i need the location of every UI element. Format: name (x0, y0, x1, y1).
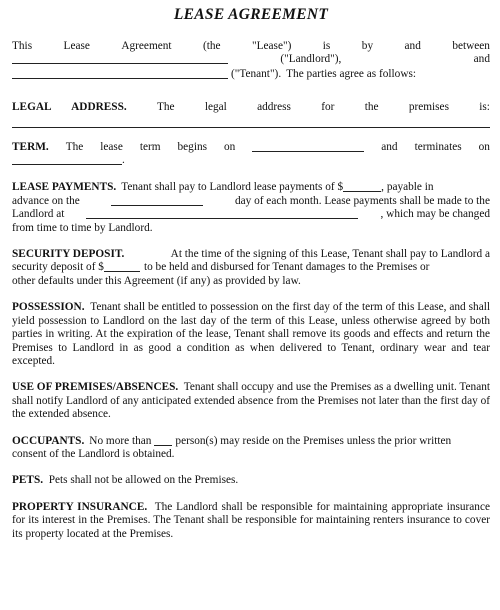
occupants-heading: OCCUPANTS. (12, 434, 85, 447)
intro-word: (the (202, 40, 221, 52)
legal-word: legal (204, 101, 227, 114)
tenant-tag: ("Tenant"). (231, 67, 282, 80)
legal-word: for (321, 101, 335, 114)
pets-paragraph (12, 474, 490, 487)
deposit-line-1 (12, 248, 490, 261)
payments-line-3 (12, 208, 490, 221)
payments-line-2 (12, 195, 490, 208)
payment-address-blank[interactable] (86, 208, 358, 219)
term-word: on (224, 140, 236, 153)
possession-heading: POSSESSION. (12, 301, 85, 314)
payments-line-1 (12, 181, 490, 194)
term-word: terminates (414, 140, 462, 153)
intro-word: by (361, 40, 374, 52)
lease-payments-section (12, 181, 490, 235)
intro-word: Agreement (121, 40, 172, 52)
use-of-premises-section (12, 381, 490, 421)
payments-text: advance on the (12, 194, 80, 207)
term-word: term (139, 140, 161, 153)
term-word: on (478, 140, 490, 153)
payments-text: , which may be changed (380, 208, 490, 221)
deposit-amount-blank[interactable] (104, 261, 140, 272)
pets-section (12, 474, 490, 487)
legal-word: is: (479, 101, 490, 114)
term-line-2 (12, 154, 490, 167)
landlord-name-blank[interactable] (12, 53, 228, 64)
possession-paragraph (12, 301, 490, 368)
term-start-blank[interactable] (252, 141, 364, 152)
legal-word: The (156, 101, 175, 114)
insurance-text: The Landlord shall be responsible for maintaining appropriate insurance for its interest in the Premises. The Tenant shall be responsible for maintaining renters insurance to cover its property located at the Premises. (12, 500, 490, 540)
intro-word: between (452, 40, 490, 52)
term-word: The (65, 140, 84, 153)
term-word: and (381, 140, 398, 153)
intro-word: and (404, 40, 421, 52)
intro-line-3 (12, 68, 490, 81)
pets-text: Pets shall not be allowed on the Premises. (48, 474, 239, 487)
term-section (12, 141, 490, 168)
intro-line-1 (12, 40, 490, 53)
legal-address-blank[interactable] (12, 115, 490, 128)
security-deposit-heading: SECURITY DEPOSIT. (12, 248, 125, 261)
use-paragraph (12, 381, 490, 421)
legal-word: the (364, 101, 379, 114)
use-of-premises-heading: USE OF PREMISES/ABSENCES. (12, 381, 179, 394)
occupants-text: No more than (89, 434, 152, 447)
term-heading: TERM. (12, 140, 49, 153)
occupants-text: consent of the Landlord is obtained. (12, 447, 175, 460)
legal-word: address (257, 101, 291, 114)
intro-and: and (473, 53, 490, 66)
use-text: Tenant shall occupy and use the Premises as a dwelling unit. Tenant shall notify Landlord of any anticipated extended absence from the Premises not later than the first day of the extended absence. (12, 381, 491, 421)
occupants-count-blank[interactable] (154, 435, 172, 446)
pets-heading: PETS. (12, 474, 44, 487)
occupants-text: person(s) may reside on the Premises unless the prior written (175, 434, 452, 447)
deposit-text: At the time of the signing of this Lease, Tenant shall pay to Landlord a (170, 248, 490, 261)
deposit-text: security deposit of $ (12, 261, 104, 274)
payments-text: , payable in (381, 181, 434, 194)
term-word: begins (177, 140, 208, 153)
intro-word: Lease (63, 40, 90, 52)
intro-word: "Lease") (252, 40, 292, 52)
legal-address-line (12, 101, 490, 114)
legal-address-heading: LEGAL ADDRESS. (12, 101, 127, 114)
payments-text: Landlord at (12, 208, 65, 221)
intro-tail: The parties agree as follows: (286, 67, 417, 80)
term-end-period: . (122, 154, 125, 167)
intro-word: is (322, 40, 331, 52)
deposit-text: to be held and disbursed for Tenant damages to the Premises or (143, 261, 430, 274)
property-insurance-section (12, 501, 490, 541)
deposit-text: other defaults under this Agreement (if any) as provided by law. (12, 274, 301, 287)
landlord-tag: ("Landlord"), (280, 53, 342, 66)
lease-payments-heading: LEASE PAYMENTS. (12, 181, 117, 194)
legal-word: premises (408, 101, 449, 114)
term-end-blank[interactable] (12, 154, 122, 165)
tenant-name-blank[interactable] (12, 68, 228, 79)
intro-section (12, 40, 490, 81)
payment-day-blank[interactable] (111, 195, 203, 206)
term-word: lease (100, 140, 123, 153)
intro-word: This (12, 40, 33, 52)
payments-text: Tenant shall pay to Landlord lease payments of $ (121, 181, 344, 194)
document-title: LEASE AGREEMENT (173, 6, 329, 23)
possession-text: Tenant shall be entitled to possession on the first day of the term of this Lease, and shall yield possession to Landlord on the last day of the term of this Lease, unless otherwise agreed by both parties in writing. At the expiration of the lease, Tenant shall remove its goods and effects and return the Premises to Landlord in as good a condition as when delivered to Tenant, ordinary wear and tear excepted. (12, 301, 490, 367)
occupants-section (12, 435, 490, 462)
deposit-line-2 (12, 261, 490, 274)
payment-amount-blank[interactable] (343, 181, 381, 192)
payments-text: from time to time by Landlord. (12, 221, 153, 234)
payments-text: day of each month. Lease payments shall be made to the (234, 194, 490, 207)
occupants-line-1 (12, 435, 490, 448)
possession-section (12, 301, 490, 368)
term-line-1 (12, 141, 490, 154)
insurance-paragraph (12, 501, 490, 541)
legal-address-section (12, 101, 490, 127)
security-deposit-section (12, 248, 490, 288)
intro-line-2 (12, 53, 490, 67)
property-insurance-heading: PROPERTY INSURANCE. (12, 500, 148, 513)
